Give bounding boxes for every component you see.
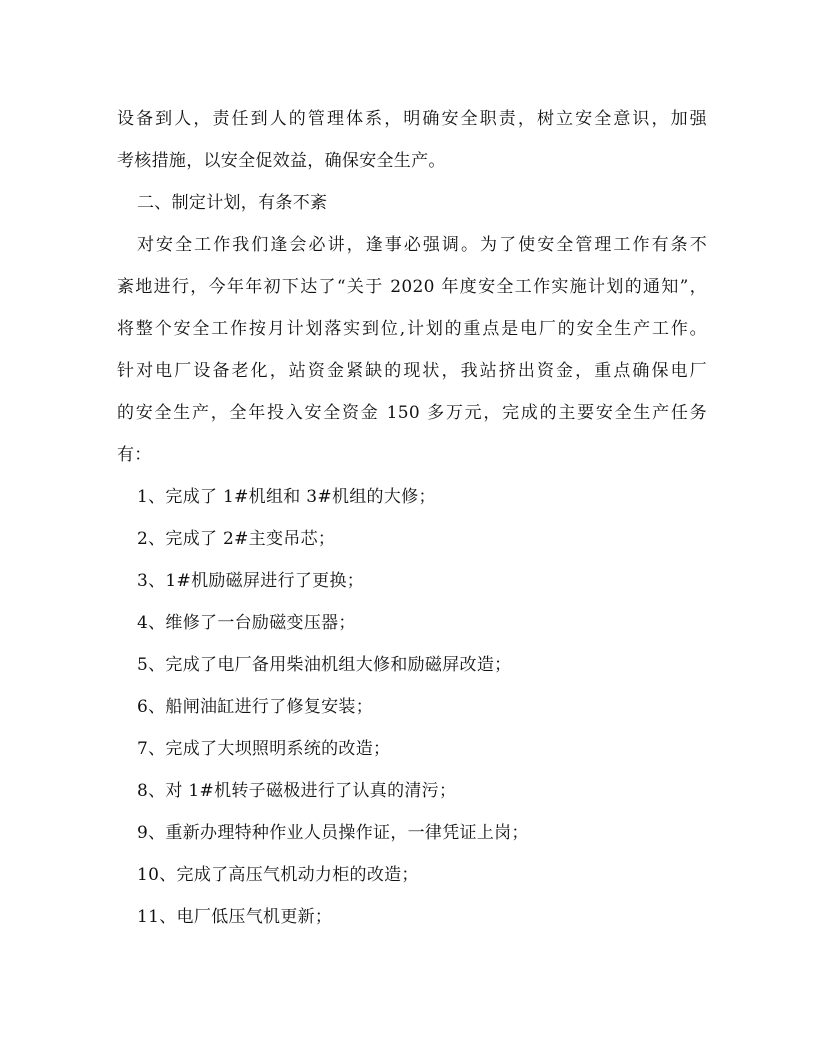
paragraph-line: 有： [117, 445, 152, 465]
paragraph-line: 对安全工作我们逢会必讲，逢事必强调。为了使安全管理工作有条不 [137, 235, 707, 255]
task-item: 9、重新办理特种作业人员操作证，一律凭证上岗； [137, 823, 529, 843]
task-item: 11、电厂低压气机更新； [137, 907, 333, 927]
task-item: 1、完成了 1#机组和 3#机组的大修； [137, 487, 436, 507]
paragraph-line: 将整个安全工作按月计划落实到位,计划的重点是电厂的安全生产工作。 [117, 319, 707, 339]
paragraph-line: 针对电厂设备老化，站资金紧缺的现状，我站挤出资金，重点确保电厂 [117, 361, 707, 381]
task-item: 3、1#机励磁屏进行了更换； [137, 571, 365, 591]
task-item: 8、对 1#机转子磁极进行了认真的清污； [137, 781, 457, 801]
task-item: 10、完成了高压气机动力柜的改造； [137, 865, 419, 885]
paragraph-line: 的安全生产，全年投入安全资金 150 多万元，完成的主要安全生产任务 [117, 403, 707, 423]
paragraph-line: 考核措施，以安全促效益，确保安全生产。 [117, 151, 446, 171]
task-item: 2、完成了 2#主变吊芯； [137, 529, 336, 549]
paragraph-line: 设备到人，责任到人的管理体系，明确安全职责，树立安全意识，加强 [117, 109, 707, 129]
paragraph-line: 紊地进行，今年年初下达了“关于 2020 年度安全工作实施计划的通知”， [117, 277, 707, 297]
section-heading: 二、制定计划，有条不紊 [137, 193, 328, 213]
task-item: 4、维修了一台励磁变压器； [137, 613, 356, 633]
task-item: 6、船闸油缸进行了修复安装； [137, 697, 374, 717]
task-item: 7、完成了大坝照明系统的改造； [137, 739, 391, 759]
task-item: 5、完成了电厂备用柴油机组大修和励磁屏改造； [137, 655, 512, 675]
